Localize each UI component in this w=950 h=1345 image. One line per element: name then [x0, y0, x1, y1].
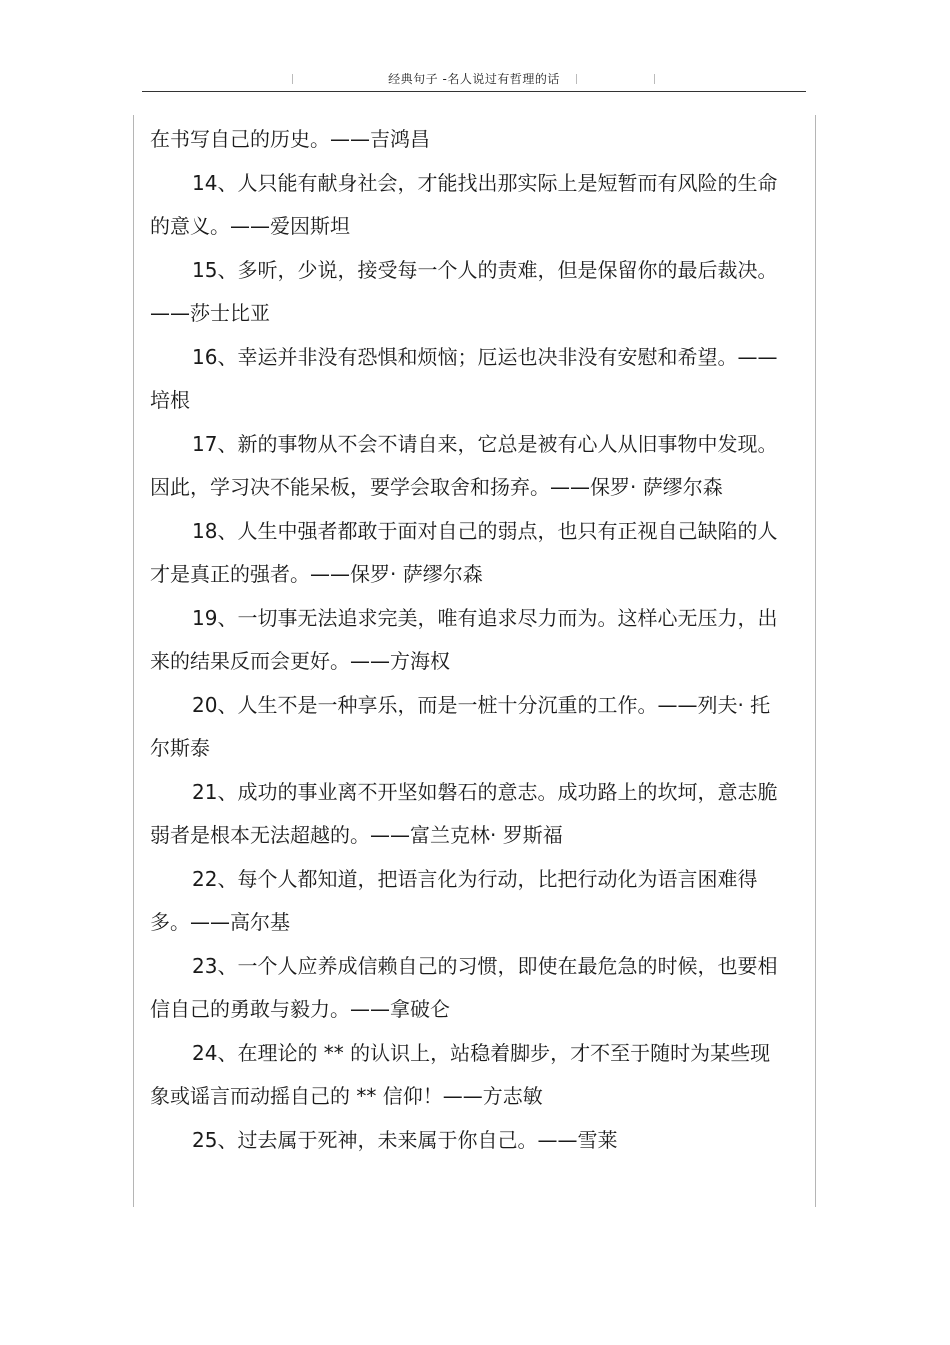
quote-paragraph: 14、人只能有献身社会，才能找出那实际上是短暂而有风险的生命的意义。——爱因斯坦	[150, 170, 778, 238]
quote-paragraph: 19、一切事无法追求完美，唯有追求尽力而为。这样心无压力，出来的结果反而会更好。——方海权	[150, 605, 778, 673]
quote-paragraph: 22、每个人都知道，把语言化为行动，比把行动化为语言困难得多。——高尔基	[150, 866, 758, 934]
quote-paragraph: 15、多听，少说，接受每一个人的责难，但是保留你的最后裁决。——莎士比亚	[150, 257, 778, 325]
header-rule	[142, 91, 806, 92]
quote-paragraph: 24、在理论的 ** 的认识上，站稳着脚步，才不至于随时为某些现象或谣言而动摇自己的 ** 信仰！——方志敏	[150, 1040, 771, 1108]
quote-paragraph: 16、幸运并非没有恐惧和烦恼；厄运也决非没有安慰和希望。——培根	[150, 344, 778, 412]
quote-paragraph: 在书写自己的历史。——吉鸿昌	[150, 127, 430, 151]
quote-paragraph: 21、成功的事业离不开坚如磐石的意志。成功路上的坎坷，意志脆弱者是根本无法超越的。——富兰克林· 罗斯福	[150, 779, 778, 847]
page-frame-right-border	[815, 115, 816, 1207]
quote-paragraph: 20、人生不是一种享乐，而是一桩十分沉重的工作。——列夫· 托尔斯泰	[150, 692, 771, 760]
document-body	[150, 118, 780, 1162]
header-title: 经典句子 -名人说过有哲理的话	[388, 72, 560, 86]
quote-paragraph: 23、一个人应养成信赖自己的习惯，即使在最危急的时候，也要相信自己的勇敢与毅力。——拿破仑	[150, 953, 778, 1021]
page-header	[142, 66, 806, 92]
page-frame-left-border	[133, 115, 134, 1207]
quote-paragraph: 18、人生中强者都敢于面对自己的弱点，也只有正视自己缺陷的人才是真正的强者。——保罗· 萨缪尔森	[150, 518, 778, 586]
quote-paragraph: 25、过去属于死神，未来属于你自己。——雪莱	[192, 1127, 618, 1152]
quote-paragraph: 17、新的事物从不会不请自来，它总是被有心人从旧事物中发现。因此，学习决不能呆板，要学会取舍和扬弃。——保罗· 萨缪尔森	[150, 431, 778, 499]
